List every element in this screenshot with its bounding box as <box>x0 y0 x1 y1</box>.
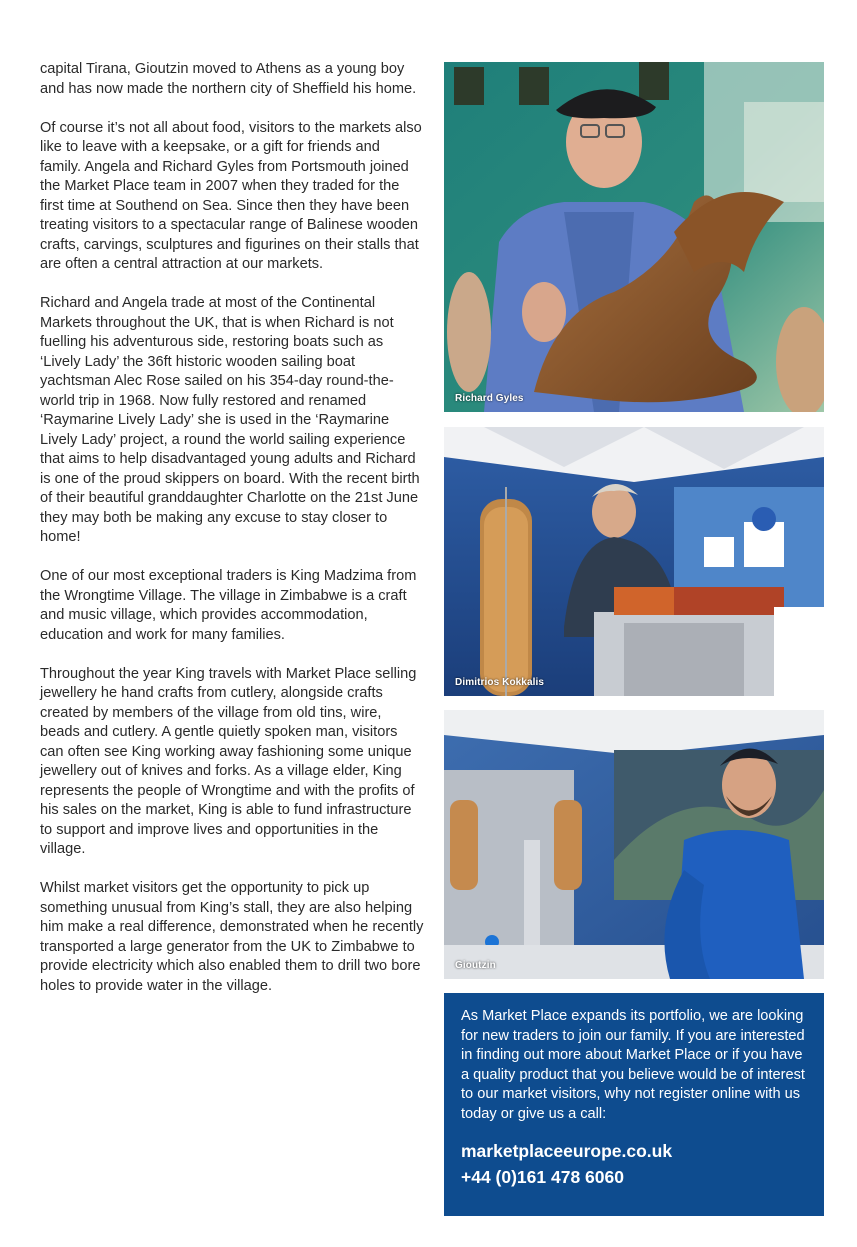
photo-caption: Richard Gyles <box>455 393 524 404</box>
article-text-column <box>40 60 424 1016</box>
phone-number[interactable]: +44 (0)161 478 6060 <box>461 1167 624 1187</box>
photo-trader-portrait-icon <box>444 710 824 979</box>
article-paragraph: Richard and Angela trade at most of the Continental Markets throughout the UK, that is when Richard is not fuelling his adventurous side, restoring boats such as ‘Lively Lady’ the 36ft historic wooden sailing boat yachtsman Alec Rose sailed on his 354-day round-the-world trip in 1968. Now fully restored and renamed ‘Raymarine Lively Lady’ she is used in the ‘Raymarine Lively Lady’ project, a round the world sailing experience that aims to help disadvantaged young adults and Richard is one of the proud skippers on board. With the recent birth of their beautiful granddaughter Charlotte on the 21st June they may both be making any excuse to stay closer to home! <box>40 295 420 545</box>
photo-gioutzin <box>444 710 824 979</box>
article-paragraph: Whilst market visitors get the opportunity to pick up something unusual from King’s stall, they are also helping him make a real difference, demonstrated when he recently transported a large generator from the UK to Zimbabwe to provide electricity which also enabled them to drill two bore holes to provide water in the village. <box>40 880 424 994</box>
article-paragraph: Of course it’s not all about food, visitors to the markets also like to leave with a keepsake, or a gift for friends and family. Angela and Richard Gyles from Portsmouth joined the Market Place team in 2007 when they traded for the first time at Southend on Sea. Since then they have been treating visitors to a spectacular range of Balinese wooden crafts, carvings, sculptures and figurines on their stalls that are often a central attraction at our markets. <box>40 119 422 272</box>
call-to-action-box <box>444 993 824 1216</box>
photo-wood-carver-icon <box>444 62 824 412</box>
photo-caption: Gioutzin <box>455 960 496 971</box>
website-link[interactable]: marketplaceeurope.co.uk <box>461 1141 673 1161</box>
article-paragraph: One of our most exceptional traders is King Madzima from the Wrongtime Village. The village in Zimbabwe is a craft and music village, which provides accommodation, education and work for many families. <box>40 568 417 643</box>
cta-body-text: As Market Place expands its portfolio, we are looking for new traders to join our family. If you are interested in finding out more about Market Place or if you have a quality product that you believe would be of interest to our market visitors, why not register online with us today or give us a call: <box>461 1008 805 1122</box>
photo-gyros-stall-icon <box>444 427 824 696</box>
photo-richard-gyles <box>444 62 824 412</box>
photo-dimitrios-kokkalis <box>444 427 824 696</box>
photo-caption: Dimitrios Kokkalis <box>455 677 545 688</box>
article-paragraph: Throughout the year King travels with Market Place selling jewellery he hand crafts from cutlery, alongside crafts created by members of the village from old tins, wire, beads and cutlery. A gentle quietly spoken man, visitors can often see King working away fashioning some unique jewellery out of knives and forks. As a village elder, King represents the people of Wrongtime and with the profits of his sales on the market, King is able to fund infrastructure to support and improve lives and opportunities in the village. <box>40 665 417 857</box>
article-paragraph: capital Tirana, Gioutzin moved to Athens as a young boy and has now made the northern city of Sheffield his home. <box>40 61 417 97</box>
